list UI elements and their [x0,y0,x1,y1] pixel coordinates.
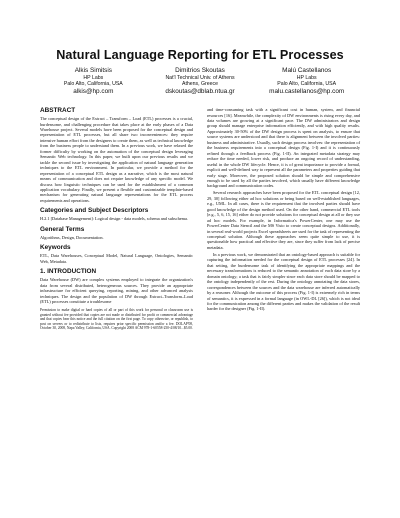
introduction-heading: 1. INTRODUCTION [40,268,97,276]
author-1 [40,67,147,95]
author-affiliation: Nat'l Technical Univ. of Athens [165,74,235,81]
author-block [40,67,360,95]
author-2 [147,67,254,95]
author-email[interactable]: malu.castellanos@hp.com [269,87,345,95]
body-paragraph: Several research approaches have been proposed for the ETL conceptual design [12, 29, 30] following either ad hoc solutions or being based on well-established languages, e.g., UML. In all cases, there is the requirement that the involved parties should have good knowledge of the design method used. On the other hand, commercial ETL tools [e.g., 5, 6, 15, 16] either do not provide solutions for conceptual design at all or they use ad hoc models. For example, in Informatica's PowerCenter, one may use the PowerCenter Data Stencil and the MS Visio to create conceptual designs. Additionally, in several real-world projects Excel spreadsheets are used for the task of representing the conceptual solution. Although these approaches seem quite simple to use, it is questionable how practical and effective they are, since they suffer from lack of precise metadata. [207,190,360,250]
author-location: Palo Alto, California, USA [63,81,123,88]
left-column [40,107,193,334]
author-affiliation: HP Labs [83,74,104,81]
body-paragraph: and time-consuming task with a significant cost in human, system, and financial resources [16]. Meanwhile, the complexity of DW environments is rising every day, and data volumes are growing at a significant pace. The DW administrators and design group should manage enterprise information efficiently, and with high quality results. Approximately 30-50% of the DW design process is spent on analysis, to ensure that source systems are understood and that there is alignment between the involved parties: business and administrative. Usually, such design process involves: the representation of the business requirements into a conceptual design (Fig. 1-I) and it is continuously refined through a feedback process (Fig. 1-II). An integrated metadata strategy may reduce the time needed, lower risk, and produce an ongoing record of understanding, useful in the whole DW lifecycle. Hence, it is of great importance to provide a formal, explicit and well-defined way to represent all the parameters and properties guiding that early stage. Moreover, the proposed solution should be simple and comprehensive enough to be used by all the parties involved, which usually have different knowledge background and communication codes. [207,107,360,189]
author-name: Alkis Simitsis [74,67,112,74]
author-affiliation: HP Labs [296,74,317,81]
author-location: Palo Alto, California, USA [277,81,337,88]
keywords-heading: Keywords [40,244,71,252]
introduction-text: Data Warehouse (DW) are complex systems employed to integrate the organization's data from several distributed, heterogeneous sources. They provide an appropriate infrastructure for efficient querying, reporting, mining, and other advanced analysis techniques. The design and the population of DW through Extract–Transform–Load (ETL) processes constitute a troublesome [40,277,193,304]
body-paragraph: In a previous work, we demonstrated that an ontology-based approach is suitable for capturing the information needed for the conceptual design of ETL processes [24]. In that setting, the burdensome task of identifying the appropriate mappings and the necessary transformations is reduced to the semantic annotation of each data store by a domain ontology; a task that is fairly simpler since each data store should be mapped to the ontology independently of the rest. During the ontology annotating the data stores, correspondences between the sources and the data warehouse are inferred automatically by a reasoner. Although the outcome of this process (Fig. 1-I) is extremely rich in terms of semantics, it is expressed in a formal language (in OWL-DL [26]), which is not ideal for the communication among the different parties and makes the validation of the result harder for the designer (Fig. 1-II). [207,251,360,312]
general-terms-heading: General Terms [40,225,85,233]
copyright-footnote: Permission to make digital or hard copies of all or part of this work for personal or classroom use is granted without fee provided that copies are not made or distributed for profit or commercial advantage and that copies bear this notice and the full citation on the first page. To copy otherwise, or republish, to post on servers or to redistribute to lists, requires prior specific permission and/or a fee. DOLAP'08, October 30, 2008, Napa Valley, California, USA. Copyright 2008 ACM 978-1-60558-250-4/08/10...$5.00. [40,308,193,331]
author-3 [253,67,360,95]
general-terms-text: Algorithms, Design, Documentation. [40,234,104,240]
author-name: Dimitrios Skoutas [175,67,225,74]
author-email[interactable]: alkis@hp.com [73,87,114,95]
paper-title: Natural Language Reporting for ETL Processes [56,48,344,62]
author-location: Athens, Greece [181,81,219,88]
categories-heading: Categories and Subject Descriptors [40,207,149,215]
keywords-text: ETL, Data Warehouses, Conceptual Model, Natural Language, Ontologies, Semantic Web, Metadata. [40,253,193,264]
abstract-heading: ABSTRACT [40,107,76,115]
author-name: Malú Castellanos [282,67,332,74]
right-column [207,107,360,334]
author-email[interactable]: dskoutas@dblab.ntua.gr [165,87,235,95]
abstract-text: The conceptual design of the Extract – Transform – Load (ETL) processes is a crucial, burdensome, and challenging procedure that takes place at the early phases of a Data Warehouse project. Several models have been proposed for the conceptual design and representation of ETL processes, but all share two inconveniences: they require intensive human effort from the designers to create them, as well as technical knowledge from the business people to understand them. In a previous work, we have relaxed the former difficulty by working on the automation of the conceptual design leveraging Semantic Web technology. In this paper, we built upon our previous results and we tackle the second issue by investigating the application of natural language generation techniques to the ETL environment. In particular, we provide a method for the representation of a conceptual ETL design as a narrative, which is the most natural means of communication and does not require knowledge of any specific model. We discuss how linguistic techniques can be used for the establishment of a common application vocabulary. Finally, we present a flexible and customizable template-based mechanism for generating natural language representations for the ETL process requirements and operations. [40,116,193,203]
two-column-body [40,107,360,334]
categories-text: H.2.1 [Database Management]: Logical design - data models, schema and subschema. [40,216,188,222]
